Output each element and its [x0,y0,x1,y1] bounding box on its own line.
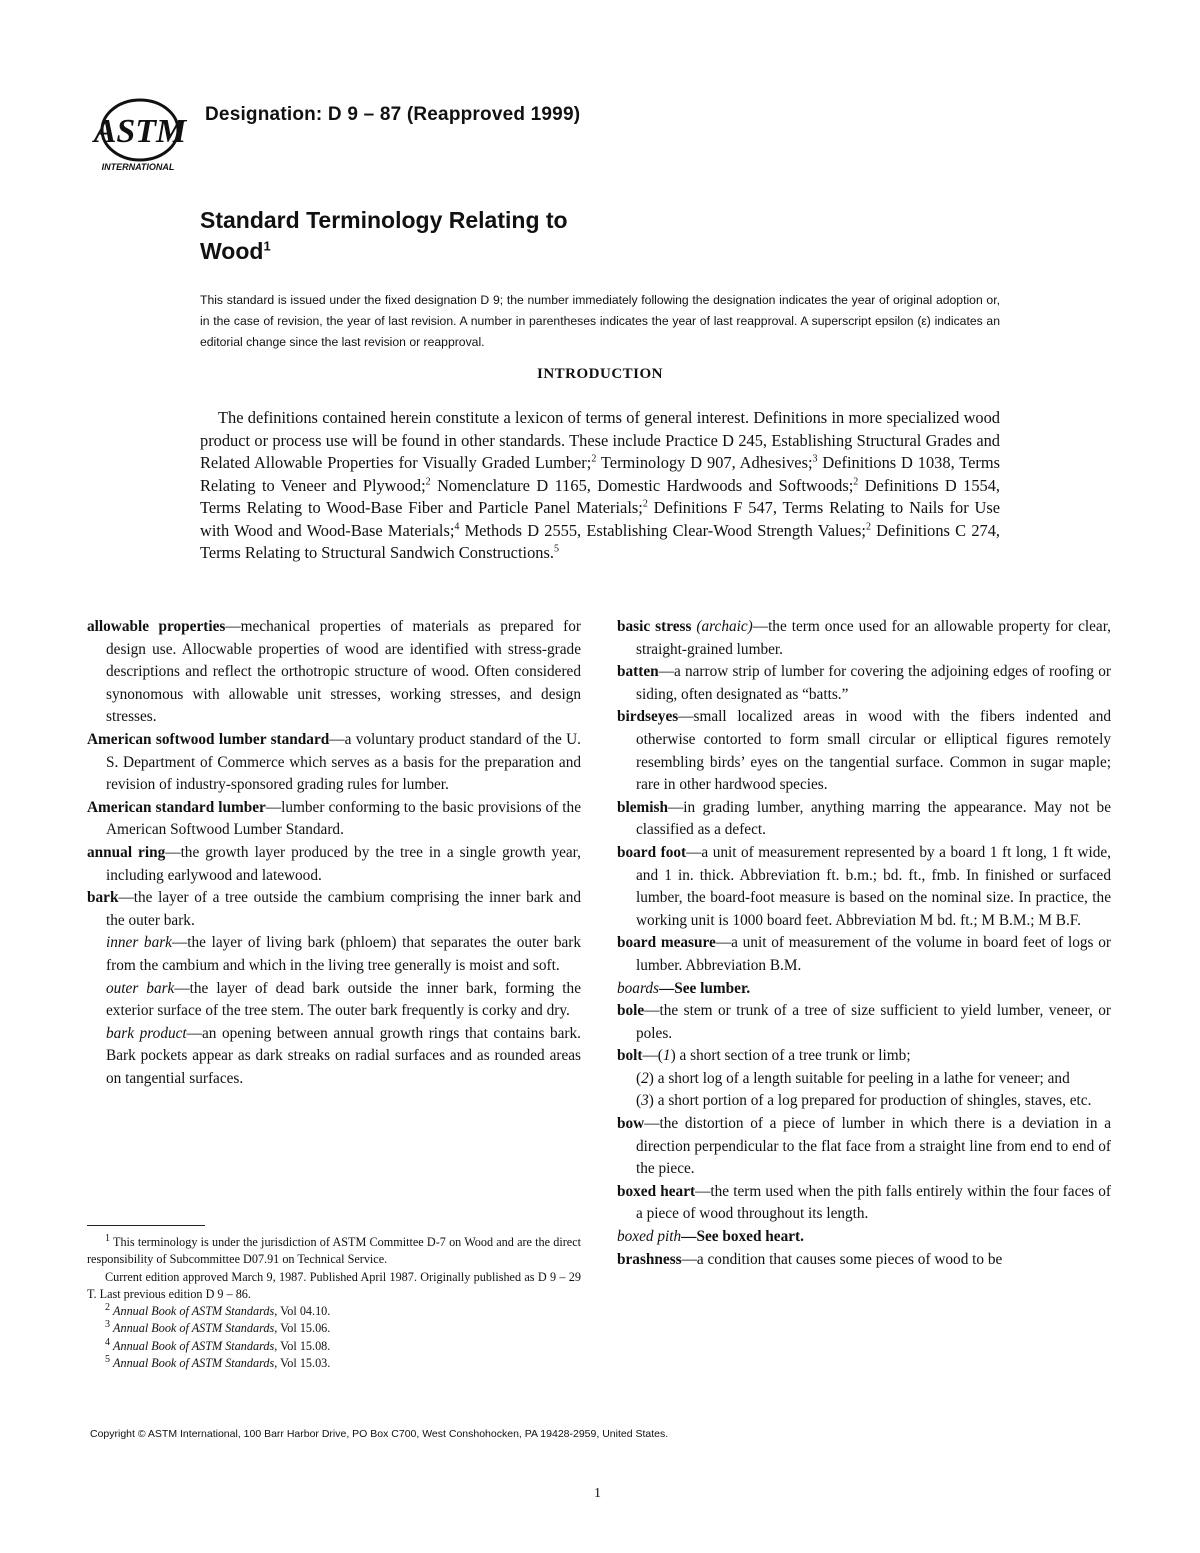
definition-entry [617,797,1111,842]
sub-definition-entry [87,978,581,1023]
footnote-mark: 2 [105,1302,110,1314]
astm-logo [86,98,190,174]
right-column [617,616,1111,1271]
definition: —the stem or trunk of a tree of size sufficient to yield lumber, veneer, or poles. [636,1002,1111,1042]
book-title: Annual Book of ASTM Standards [113,1338,275,1353]
footnote-1 [87,1234,581,1269]
title-line-1: Standard Terminology Relating to [200,207,568,233]
footnote-divider [87,1225,205,1226]
definition: a short log of a length suitable for peeling in a lathe for veneer; and [653,1069,1070,1087]
footnote-text: This terminology is under the jurisdiction of ASTM Committee D-7 on Wood and are the direct responsibility of Subcommittee D07.91 on Technical Service. [87,1235,581,1267]
footnote-mark: 1 [105,1232,110,1244]
introduction-paragraph [200,407,1000,565]
footnote-mark: 4 [105,1336,110,1348]
definition: —a narrow strip of lumber for covering the adjoining edges of roofing or siding, often designated as “batts.” [636,663,1111,703]
definition: a short section of a tree trunk or limb; [675,1047,911,1065]
definition-entry [87,842,581,887]
footnote-text: Current edition approved March 9, 1987. Published April 1987. Originally published as D 9 – 29 T. Last previous edition D 9 – 86. [87,1269,581,1301]
definition: —lumber conforming to the basic provisions of the American Softwood Lumber Standard. [106,798,581,839]
footnote-2 [87,1303,581,1320]
definition: —small localized areas in wood with the fibers indented and otherwise contorted to form small circular or elliptical figures remotely resembling birds’ eyes on the tangential surface. Common in sugar maple; rare in other hardwood species. [636,708,1111,794]
term: brashness [617,1250,682,1268]
term: basic stress [617,618,692,635]
term: allowable properties [87,618,226,635]
term: boxed heart [617,1182,696,1200]
footnote-volume: , Vol 15.06. [274,1321,331,1336]
definition: a short portion of a log prepared for production of shingles, staves, etc. [653,1092,1092,1110]
sense-number: 3 [641,1092,649,1110]
intro-footnote-mark: 5 [553,543,559,555]
definition-entry [617,1249,1111,1272]
intro-part: The definitions contained herein constitute a lexicon of terms of general interest. Definitions in more specialized wood product or process use will be found in other standards. These include Practice D 245, Establishing Structural Grades and Related Allowable Properties for Visually Graded Lumber; [200,408,1000,472]
definition-entry [617,1000,1111,1045]
intro-part: Definitions C 274, Terms Relating to Structural Sandwich Constructions. [200,520,1000,562]
intro-part: Methods D 2555, Establishing Clear-Wood Strength Values; [459,520,866,540]
definition: —a unit of measurement represented by a board 1 ft long, 1 ft wide, and 1 in. thick. Abbreviation ft. b.m.; bd. ft., fmb. In finished or surfaced lumber, the board-foot measure is based on the nominal size. In practice, the working unit is 1000 board feet. Abbreviation M bd. ft.; M B.M.; M B.F. [636,843,1111,929]
sub-definition-entry [87,932,581,977]
term: annual ring [87,843,166,861]
definition-entry [617,842,1111,932]
sense-number: 2 [641,1069,649,1087]
definition-entry [87,887,581,932]
footnote-volume: , Vol 15.08. [274,1338,331,1353]
term: boards [617,979,659,997]
definition: —a unit of measurement of the volume in board feet of logs or lumber. Abbreviation B.M. [636,934,1112,974]
definition-entry [87,797,581,842]
term: batten [617,663,659,681]
title-footnote-mark: 1 [263,238,271,254]
footnote-mark: 5 [105,1354,110,1366]
title-word: Wood [200,238,264,264]
intro-part: Definitions F 547, Terms Relating to Nails for Use with Wood and Wood-Base Materials; [200,498,1001,540]
sub-term: inner bark [106,934,172,952]
definition: —mechanical properties of materials as prepared for design use. Allocwable properties of wood are identified with stress-grade descriptions and reflect the orthotropic structure of wood. Often considered synonomous with allowable unit stresses, working stresses, and design stresses. [106,618,581,726]
sense-number: 1 [662,1047,671,1065]
definition: —a voluntary product standard of the U. S. Department of Commerce which serves as a basis for the preparation and revision of industry-sponsored grading rules for lumber. [106,730,581,794]
term: board foot [617,843,687,861]
definition-entry: bolt—(1) a short section of a tree trunk or limb; [617,1047,911,1065]
svg-text:ASTM: ASTM [93,113,187,150]
intro-footnote-mark: 2 [425,476,431,488]
term: bow [617,1115,645,1133]
footnote-5 [87,1355,581,1372]
introduction-text [200,407,1000,565]
book-title: Annual Book of ASTM Standards [113,1321,275,1336]
sub-definition-entry: (2) a short log of a length suitable for peeling in a lathe for veneer; and [636,1069,1070,1087]
page-number: 1 [594,1486,601,1501]
footnote-4 [87,1338,581,1355]
definition-entry [617,1113,1111,1181]
issue-note: This standard is issued under the fixed designation D 9; the number immediately following the designation indicates the year of original adoption or, in the case of revision, the year of last revision. A number in parentheses indicates the year of last reapproval. A superscript epsilon (ε) indicates an editorial change since the last revision or reapproval. [200,293,1000,349]
intro-footnote-mark: 2 [853,476,859,488]
definition-entry [617,932,1111,977]
footnotes [87,1234,581,1372]
document-title [200,205,568,267]
definition: —the growth layer produced by the tree in a single growth year, including earlywood and latewood. [106,843,581,884]
intro-footnote-mark: 2 [865,521,871,533]
introduction-heading: INTRODUCTION [536,366,663,382]
term: American standard lumber [87,798,266,816]
title-line-2 [200,236,568,267]
footnote-volume: , Vol 04.10. [274,1304,331,1319]
definition: —the term once used for an allowable property for clear, straight-grained lumber. [636,618,1111,658]
term: birdseyes [617,708,679,726]
intro-part: Definitions D 1554, Terms Relating to Wood-Base Fiber and Particle Panel Materials; [200,475,1001,517]
footnote-mark: 3 [105,1319,110,1331]
term: bark [87,889,119,907]
footnote-volume: , Vol 15.03. [274,1356,331,1371]
definition: —the distortion of a piece of lumber in which there is a deviation in a direction perpendicular to the flat face from a straight line from end to end of the piece. [636,1115,1111,1178]
sub-definition-entry: (3) a short portion of a log prepared for production of shingles, staves, etc. [636,1092,1092,1110]
sub-term: bark product [106,1024,187,1042]
definition: —an opening between annual growth rings that contains bark. Bark pockets appear as dark streaks on radial surfaces and as rounded areas on tangential surfaces. [106,1024,581,1087]
term: American softwood lumber standard [87,730,330,748]
designation: Designation: D 9 – 87 (Reapproved 1999) [205,104,581,125]
definition-entry [617,661,1111,706]
intro-part: Nomenclature D 1165, Domestic Hardwoods and Softwoods; [430,475,854,495]
intro-part: Definitions D 1038, Terms Relating to Veneer and Plywood; [200,453,1000,495]
footnote-1-continued [87,1269,581,1304]
definition: —the layer of a tree outside the cambium comprising the inner bark and the outer bark. [106,889,581,929]
book-title: Annual Book of ASTM Standards [113,1356,275,1371]
term: blemish [617,798,668,816]
definition: —a condition that causes some pieces of wood to be [681,1250,1003,1268]
definition-entry [617,706,1111,796]
copyright-notice: Copyright © ASTM International, 100 Barr Harbor Drive, PO Box C700, West Conshohocken, PA 19428-2959, United States. [90,1428,669,1440]
term: boxed pith [617,1228,682,1246]
astm-logo-graphic [86,98,190,174]
sub-definition-entry [87,1023,581,1091]
term-qualifier: (archaic) [696,618,753,635]
left-column [87,616,581,1090]
logo-text: INTERNATIONAL [101,162,175,172]
definition: —the term used when the pith falls entirely within the four faces of a piece of wood throughout its length. [636,1182,1111,1223]
intro-footnote-mark: 4 [454,521,460,533]
definition-entry [87,729,581,797]
definition-entry [617,1181,1111,1226]
definition-entry [87,616,581,729]
book-title: Annual Book of ASTM Standards [113,1304,275,1319]
see-reference: —See boxed heart. [681,1228,804,1246]
see-reference: —See lumber. [658,979,751,997]
definition-entry [617,616,1111,661]
intro-part: Terminology D 907, Adhesives; [596,453,813,472]
definition: —in grading lumber, anything marring the appearance. May not be classified as a defect. [636,798,1111,839]
sub-term: outer bark [106,979,175,997]
term: bolt [617,1047,643,1065]
term: board measure [617,934,716,952]
intro-footnote-mark: 3 [812,453,818,465]
cross-reference-entry [617,1226,1111,1249]
definition: —the layer of dead bark outside the inner bark, forming the exterior surface of the tree stem. The outer bark frequently is corky and dry. [106,979,581,1020]
cross-reference-entry [617,978,1111,1001]
term: bole [617,1002,645,1020]
footnote-3 [87,1320,581,1337]
intro-footnote-mark: 2 [591,453,597,465]
definition: —the layer of living bark (phloem) that separates the outer bark from the cambium and which in the living tree generally is moist and soft. [106,934,582,974]
intro-footnote-mark: 2 [642,498,648,510]
